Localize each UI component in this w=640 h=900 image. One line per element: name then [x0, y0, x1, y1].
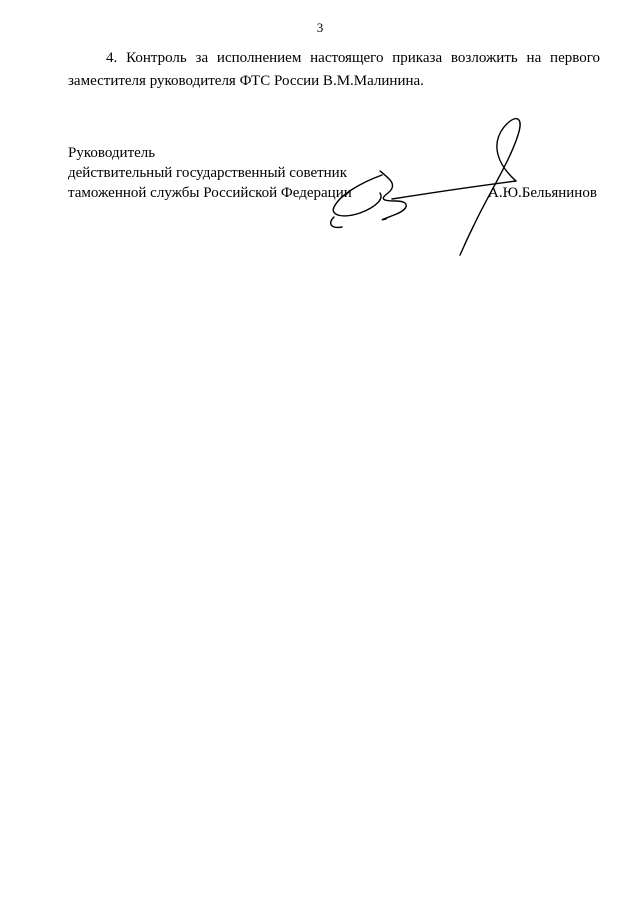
page-number: 3 — [316, 20, 324, 35]
position-rank: действительный государственный советник — [68, 165, 348, 181]
signatory-position — [68, 143, 352, 203]
position-title: Руководитель — [68, 145, 156, 161]
signatory-name: А.Ю.Бельянинов — [488, 185, 597, 201]
position-service: таможенной службы Российской Федерации — [68, 185, 352, 201]
order-paragraph: 4. Контроль за исполнением настоящего приказа возложить на первого заместителя руководителя ФТС России В.М.Малинина. — [68, 50, 600, 89]
